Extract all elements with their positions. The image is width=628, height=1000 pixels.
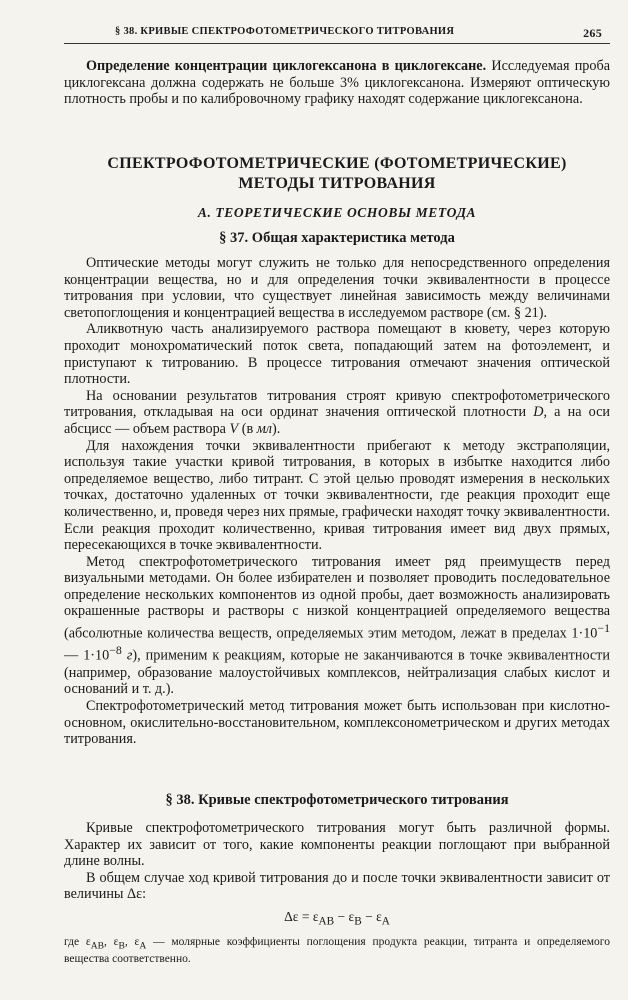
running-header <box>115 26 602 41</box>
formula-sub-ab: AB <box>318 915 335 928</box>
section37-paragraph-4: Для нахождения точки эквивалентности прибегают к методу экстраполяции, используя такие участки кривой титрования, в которых в избытке находится либо определяемое вещество, либо титрант. С этой целью проводят измерения в нескольких точках, достаточно удаленных от точки эквивалентности, где реакция проходит еще количественно, и, проведя через них прямые, графически находят точку эквивалентности. Если реакция проходит количественно, кривая титрования имеет вид двух прямых, пересекающихся в точке эквивалентности. <box>64 437 610 554</box>
formula-sub-b: B <box>354 915 362 928</box>
p5-unit-g: г <box>121 648 133 665</box>
page-number: 265 <box>583 26 602 40</box>
formula-note <box>64 936 610 966</box>
delta-epsilon-formula <box>64 909 610 930</box>
p5-text-a: Метод спектрофотометрического титрования имеет ряд преимуществ перед визуальными методами. Он более избирателен и позволяет проводить последовательное определение нескольких компонентов из одной пробы, дает возможность анализировать окрашенные растворы и растворы с низкой концентрацией определяемого вещества (абсолютные количества веществ, определяемых этим методом, лежат в пределах 1·10 <box>64 553 610 642</box>
note-sub-b: B <box>118 940 125 952</box>
p3-text-a: На основании результатов титрования строят кривую спектрофотометрического титрования, откладывая на оси ординат значения оптической плотности <box>64 387 610 421</box>
section37-paragraph-2: Аликвотную часть анализируемого раствора помещают в кювету, через которую проходит монохроматический поток света, попадающий затем на фотоэлемент, и приступают к титрованию. В процессе титрования отмечают значения оптической плотности. <box>64 321 610 388</box>
p3-text-c: (в <box>238 420 257 437</box>
formula-sub-a: A <box>381 915 390 928</box>
formula-part-2: − ε <box>334 908 355 924</box>
chapter-subtitle: А. ТЕОРЕТИЧЕСКИЕ ОСНОВЫ МЕТОДА <box>197 205 477 220</box>
note-text-c: , ε <box>124 936 140 949</box>
section37-paragraph-1: Оптические методы могут служить не только для непосредственного определения концентрации вещества, но и для определения точки эквивалентности в процессе титрования при условии, что существует линейная зависимость между величинами светопоглощения и концентрацией вещества в исследуемом растворе (см. § 21). <box>64 255 610 321</box>
section37-heading: § 37. Общая характеристика метода <box>219 230 455 246</box>
note-text-d: — молярные коэффициенты поглощения продукта реакции, титранта и определяемого вещества соответственно. <box>64 936 610 966</box>
intro-paragraph <box>64 58 610 108</box>
note-text-a: где ε <box>64 936 91 949</box>
note-text-b: , ε <box>104 936 119 949</box>
note-sub-ab: AB <box>90 940 105 952</box>
p3-symbol-v: V <box>229 420 239 437</box>
p5-text-b: — 1·10 <box>64 648 110 665</box>
section37-paragraph-3 <box>64 388 610 438</box>
intro-bold-lead: Определение концентрации циклогексанона в циклогексане. <box>86 58 487 74</box>
note-sub-a: A <box>139 940 147 952</box>
section38-heading-block <box>64 792 610 809</box>
section38-paragraph-2: В общем случае ход кривой титрования до и после точки эквивалентности зависит от величины Δε: <box>64 869 610 903</box>
section37-body <box>64 255 610 748</box>
chapter-title-line2: МЕТОДЫ ТИТРОВАНИЯ <box>238 175 436 192</box>
p3-unit-ml: мл <box>256 420 272 437</box>
p5-exponent-1: −1 <box>597 621 610 636</box>
chapter-title-line1: СПЕКТРОФОТОМЕТРИЧЕСКИЕ (ФОТОМЕТРИЧЕСКИЕ) <box>107 155 567 172</box>
section37-paragraph-6: Спектрофотометрический метод титрования может быть использован при кислотно-основном, окислительно-восстановительном, комплексонометрическом и других методах титрования. <box>64 697 610 748</box>
section38-paragraph-1: Кривые спектрофотометрического титрования могут быть различной формы. Характер их зависит от того, какие компоненты реакции поглощают при выбранной длине волны. <box>64 820 610 870</box>
p5-text-c: ), применим к реакциям, которые не заканчиваются в точке эквивалентности (например, образование малоустойчивых комплексов, нейтрализация слабых кислот и оснований и т. д.). <box>64 648 610 698</box>
intro-text: Исследуемая проба циклогексана должна содержать не больше 3% циклогексанона. Измеряют оптическую плотность пробы и по калибровочному графику находят содержание циклогексанона. <box>64 58 610 108</box>
section38-heading: § 38. Кривые спектрофотометрического титрования <box>165 792 509 808</box>
header-rule <box>64 43 610 44</box>
p3-text-d: ). <box>271 420 281 437</box>
p3-text-b: , а на оси абсцисс — объем раствора <box>64 404 610 437</box>
section37-paragraph-5 <box>64 554 610 698</box>
formula-part-3: − ε <box>361 908 382 924</box>
p3-symbol-d: D <box>533 404 544 421</box>
chapter-heading <box>64 154 610 194</box>
formula-part-1: Δε = ε <box>284 908 319 924</box>
section38-body <box>64 820 610 967</box>
running-title: § 38. КРИВЫЕ СПЕКТРОФОТОМЕТРИЧЕСКОГО ТИТРОВАНИЯ <box>115 26 455 37</box>
chapter-subtitle-block <box>64 205 610 222</box>
section37-heading-block <box>64 230 610 247</box>
p5-exponent-2: −8 <box>109 643 122 658</box>
